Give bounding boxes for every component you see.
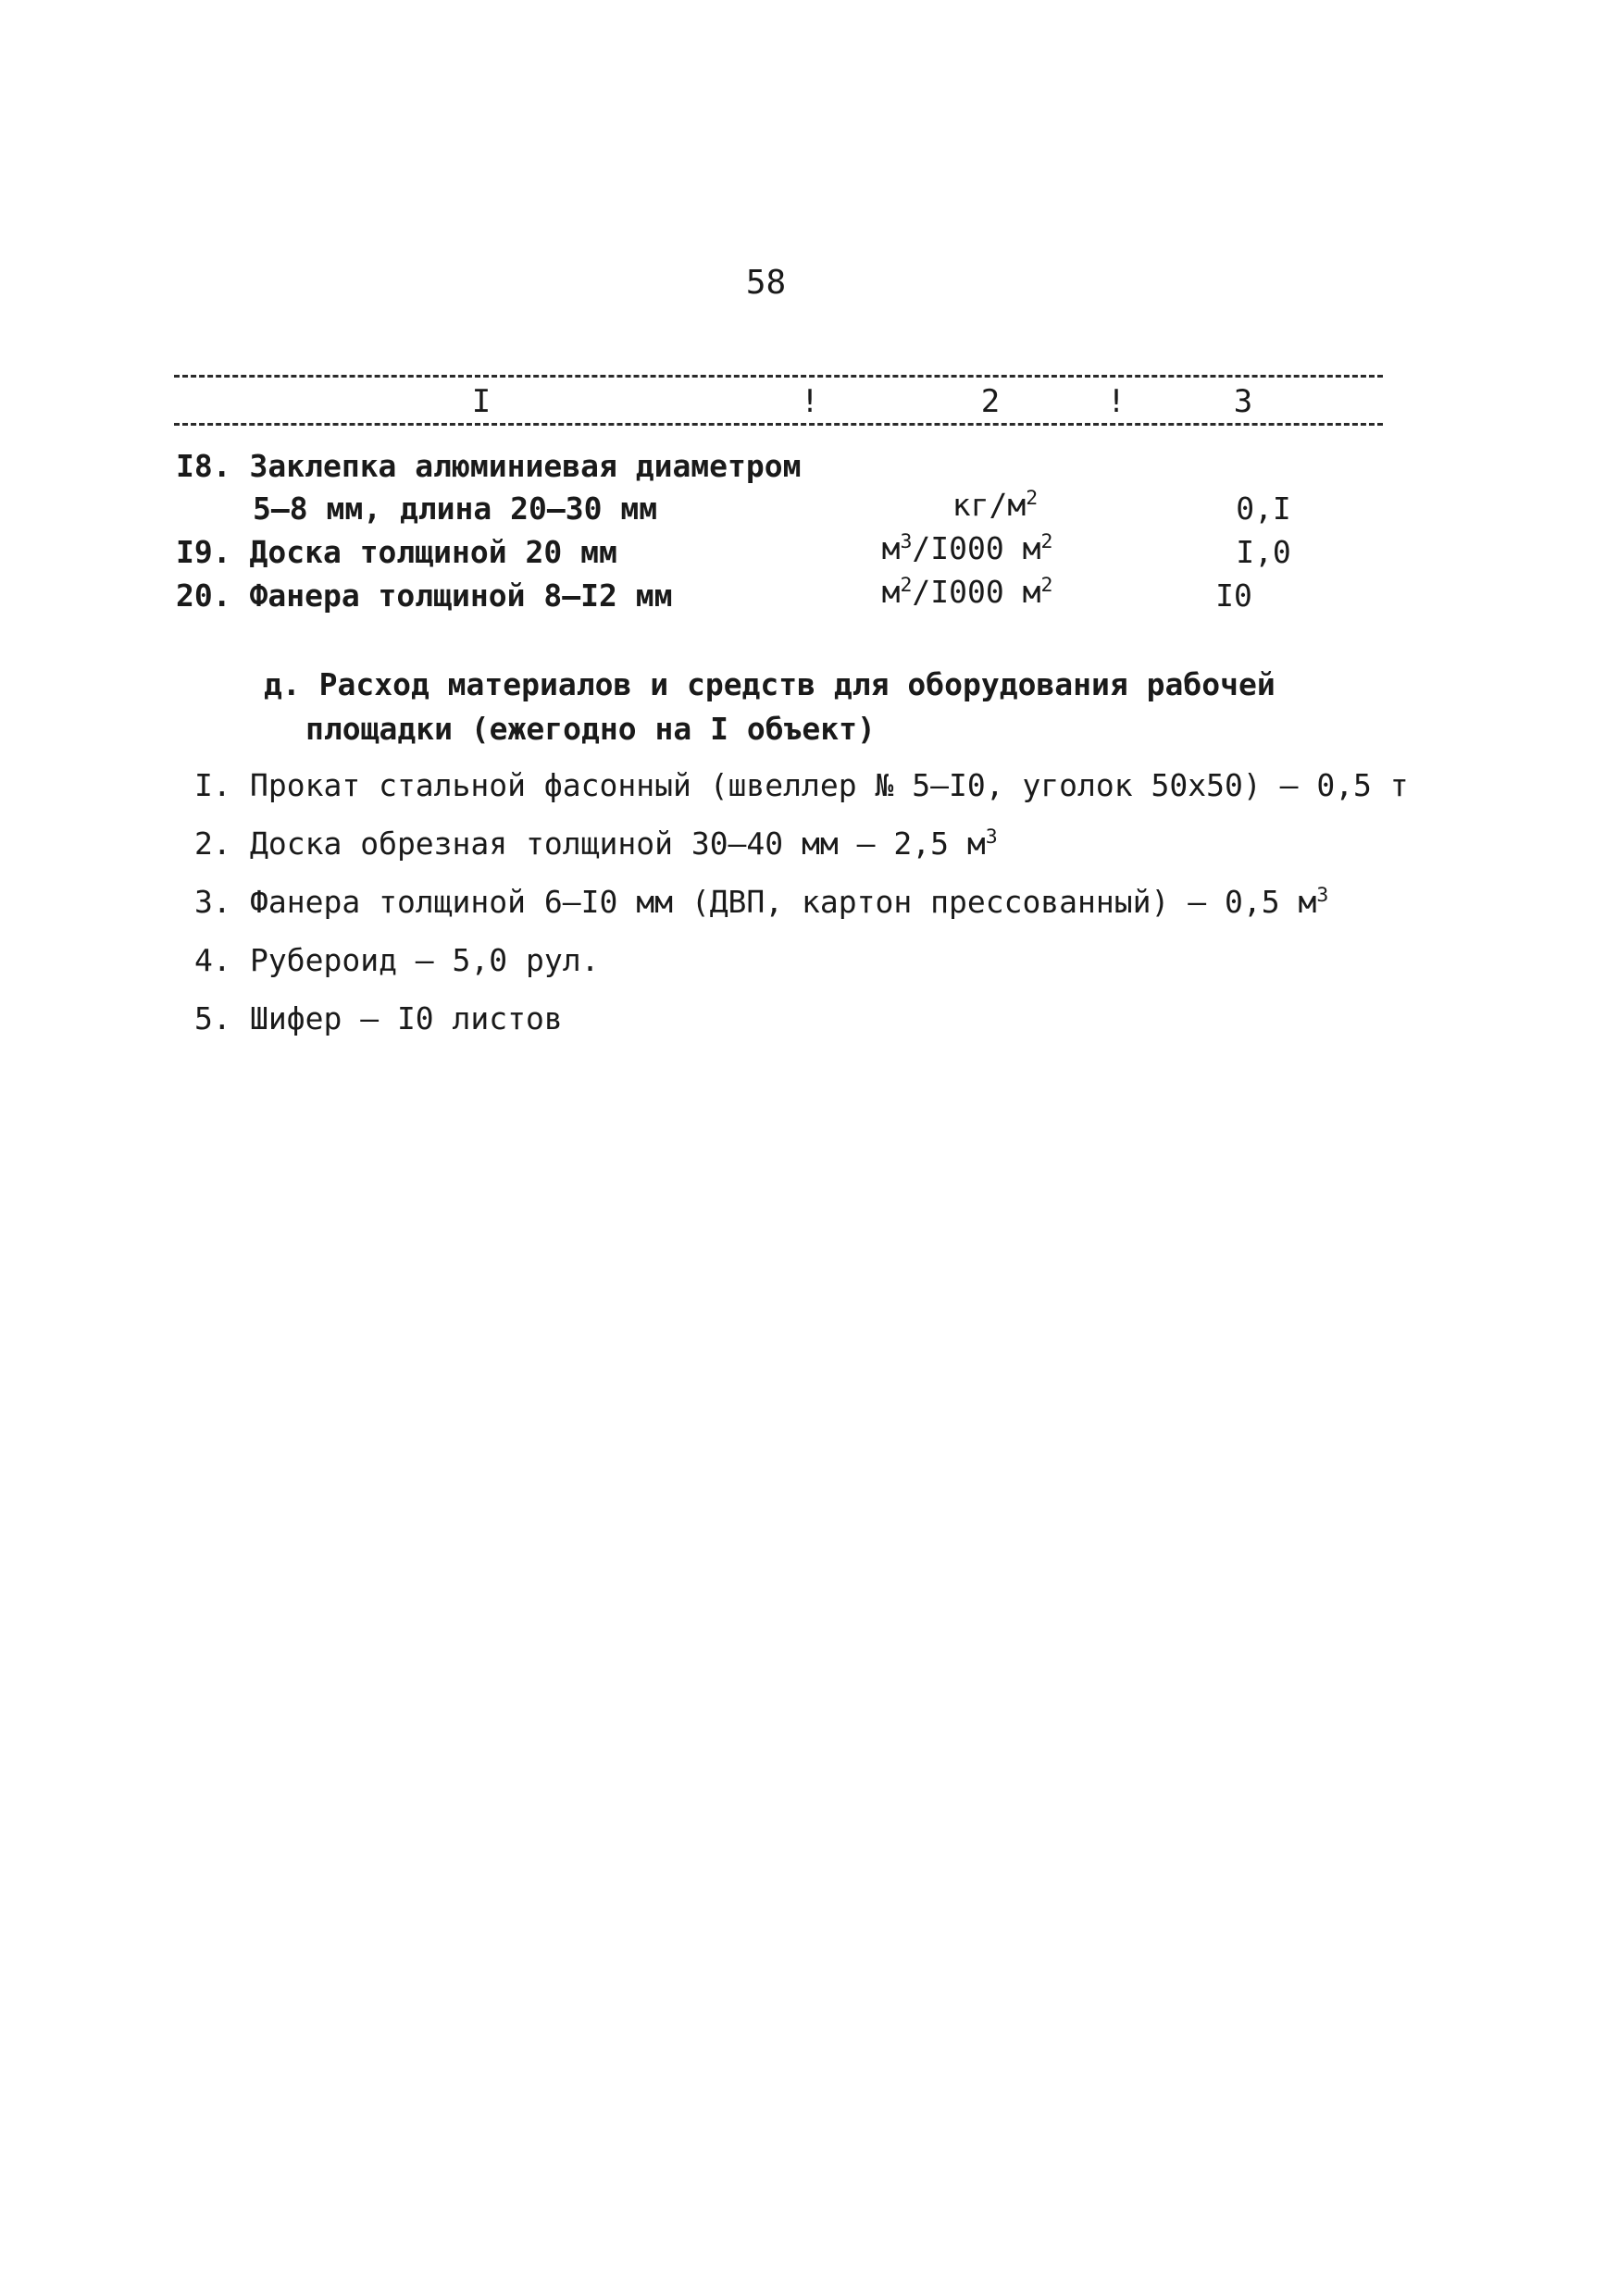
row-number: I9.	[176, 534, 231, 570]
row-name: Доска толщиной 20 мм	[249, 534, 617, 570]
table-top-rule	[174, 375, 1383, 378]
list-item-text: Прокат стальной фасонный (швеллер № 5–I0, уголок 50х50) – 0,5 т	[250, 767, 1409, 803]
row-number: I8.	[176, 448, 231, 484]
list-item-number: 5.	[194, 1000, 231, 1036]
row-value: I,0	[1236, 534, 1291, 570]
column-separator-2: !	[1106, 383, 1126, 420]
row-name-line1	[176, 534, 617, 570]
column-header-1: I	[471, 383, 492, 420]
list-item-text: Доска обрезная толщиной 30–40 мм – 2,5 м	[250, 825, 986, 862]
column-header-2: 2	[980, 383, 1001, 420]
list-item	[194, 767, 1409, 803]
list-item-number: I.	[194, 767, 231, 803]
section-title-line2: площадки (ежегодно на I объект)	[305, 711, 876, 747]
row-name-line1	[176, 577, 672, 614]
list-item-number: 3.	[194, 884, 231, 920]
list-item: 3. Фанера толщиной 6–I0 мм (ДВП, картон прессованный) – 0,5 $м^3$	[194, 884, 1329, 920]
section-title	[264, 663, 1375, 751]
row-name: Заклепка алюминиевая диаметром	[249, 448, 802, 484]
list-item-text: Шифер – I0 листов	[250, 1000, 563, 1036]
row-name: Фанера толщиной 8–I2 мм	[249, 577, 673, 614]
section-title-line1: д. Расход материалов и средств для оборудования рабочей	[264, 666, 1276, 702]
list-item-number: 2.	[194, 825, 231, 862]
list-item	[194, 1000, 563, 1036]
row-value: 0,I	[1236, 490, 1291, 527]
list-item-number: 4.	[194, 942, 231, 978]
row-unit: $кг/м^2$	[952, 487, 1039, 523]
row-name-line2: 5–8 мм, длина 20–30 мм	[253, 490, 658, 527]
row-unit: $м^2/I000$ $м^2$	[881, 574, 1053, 610]
list-item-text: Рубероид – 5,0 рул.	[250, 942, 600, 978]
page-number: 58	[745, 264, 787, 302]
list-item: 2. Доска обрезная толщиной 30–40 мм – 2,5 $м^3$	[194, 825, 998, 862]
row-name-line1	[176, 448, 802, 484]
table-header-rule	[174, 423, 1383, 426]
row-unit: $м^3/I000$ $м^2$	[881, 530, 1053, 566]
list-item	[194, 942, 600, 978]
column-separator-1: !	[800, 383, 820, 420]
row-number: 20.	[176, 577, 231, 614]
row-value: I0	[1215, 577, 1252, 614]
column-header-3: 3	[1233, 383, 1253, 420]
list-item-text: Фанера толщиной 6–I0 мм (ДВП, картон прессованный) – 0,5 м	[250, 884, 1317, 920]
